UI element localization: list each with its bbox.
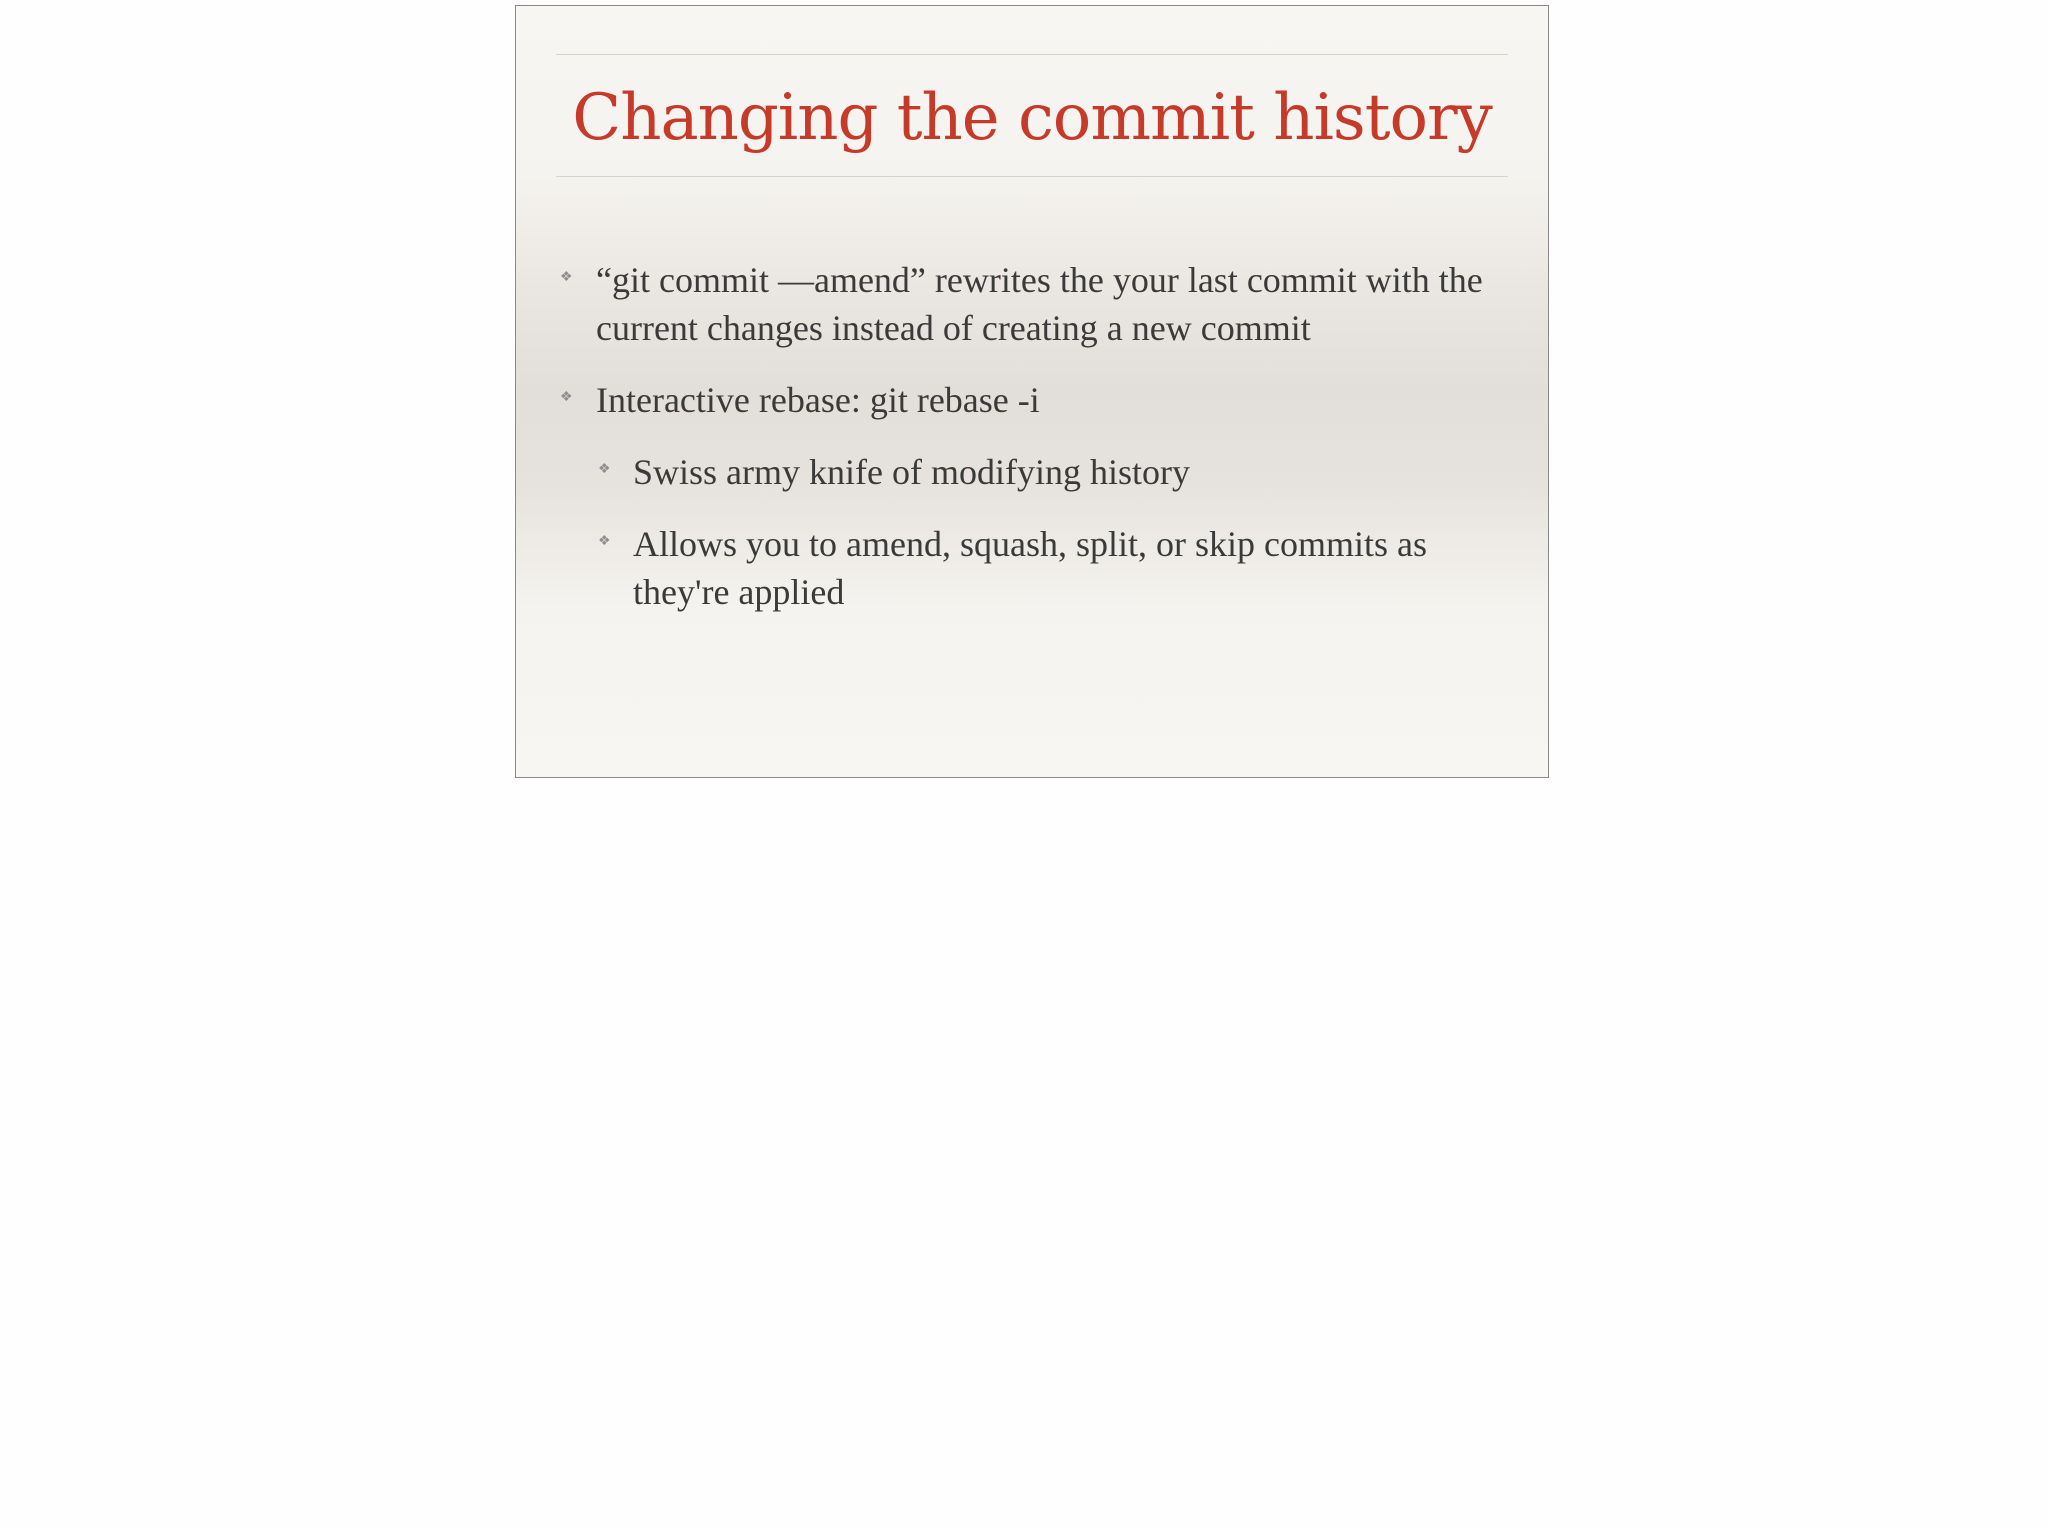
diamond-flower-bullet-icon: ❖ xyxy=(598,534,611,549)
title-top-rule xyxy=(556,54,1508,55)
bullet-item xyxy=(556,256,1516,352)
slide-title: Changing the commit history xyxy=(572,81,1492,155)
sub-bullet-text: Allows you to amend, squash, split, or skip commits as they're applied xyxy=(633,524,1427,612)
bullet-text: Interactive rebase: git rebase -i xyxy=(596,380,1040,420)
diamond-flower-bullet-icon: ❖ xyxy=(598,462,611,477)
bullet-item xyxy=(556,376,1516,424)
sub-bullet-text: Swiss army knife of modifying history xyxy=(633,452,1190,492)
bullet-text: “git commit —amend” rewrites the your last commit with the current changes instead of creating a new commit xyxy=(596,260,1483,348)
slide xyxy=(515,5,1549,778)
diamond-flower-bullet-icon: ❖ xyxy=(560,270,573,285)
sub-bullet-item xyxy=(556,520,1516,616)
sub-bullet-item xyxy=(556,448,1516,496)
diamond-flower-bullet-icon: ❖ xyxy=(560,390,573,405)
bullet-list xyxy=(556,256,1516,640)
title-bottom-rule xyxy=(556,176,1508,177)
